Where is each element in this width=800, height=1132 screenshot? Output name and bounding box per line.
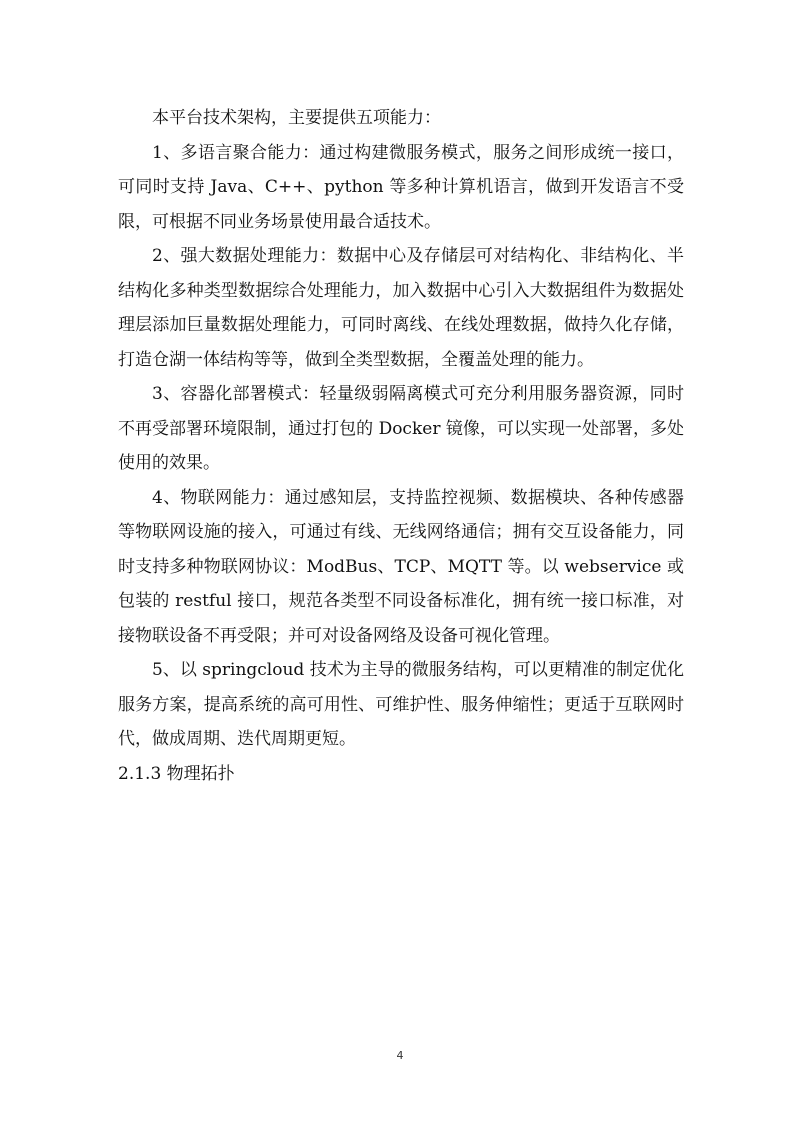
intro-paragraph: 本平台技术架构，主要提供五项能力： bbox=[152, 108, 441, 128]
body-text bbox=[118, 101, 684, 791]
capability-5-paragraph: 5、以 springcloud 技术为主导的微服务结构，可以更精准的制定优化服务方案，提高系统的高可用性、可维护性、服务伸缩性；更适于互联网时代，做成周期、迭代周期更短。 bbox=[118, 660, 684, 749]
capability-4-paragraph: 4、物联网能力：通过感知层，支持监控视频、数据模块、各种传感器等物联网设施的接入，可通过有线、无线网络通信；拥有交互设备能力，同时支持多种物联网协议：ModBus、TCP、MQTT 等。以 webservice 或包装的 restful 接口，规范各类型不同设备标准化，拥有统一接口标准，对接物联设备不再受限；并可对设备网络及设备可视化管理。 bbox=[118, 487, 684, 646]
page-number: 4 bbox=[396, 1049, 404, 1062]
capability-1-paragraph: 1、多语言聚合能力：通过构建微服务模式，服务之间形成统一接口，可同时支持 Java、C++、python 等多种计算机语言，做到开发语言不受限，可根据不同业务场景使用最合适技术。 bbox=[118, 142, 684, 232]
section-heading: 2.1.3 物理拓扑 bbox=[118, 763, 235, 784]
capability-2-paragraph: 2、强大数据处理能力：数据中心及存储层可对结构化、非结构化、半结构化多种类型数据综合处理能力，加入数据中心引入大数据组件为数据处理层添加巨量数据处理能力，可同时离线、在线处理数据，做持久化存储，打造仓湖一体结构等等，做到全类型数据，全覆盖处理的能力。 bbox=[118, 246, 684, 370]
capability-3-paragraph: 3、容器化部署模式：轻量级弱隔离模式可充分利用服务器资源，同时不再受部署环境限制，通过打包的 Docker 镜像，可以实现一处部署，多处使用的效果。 bbox=[118, 384, 684, 473]
